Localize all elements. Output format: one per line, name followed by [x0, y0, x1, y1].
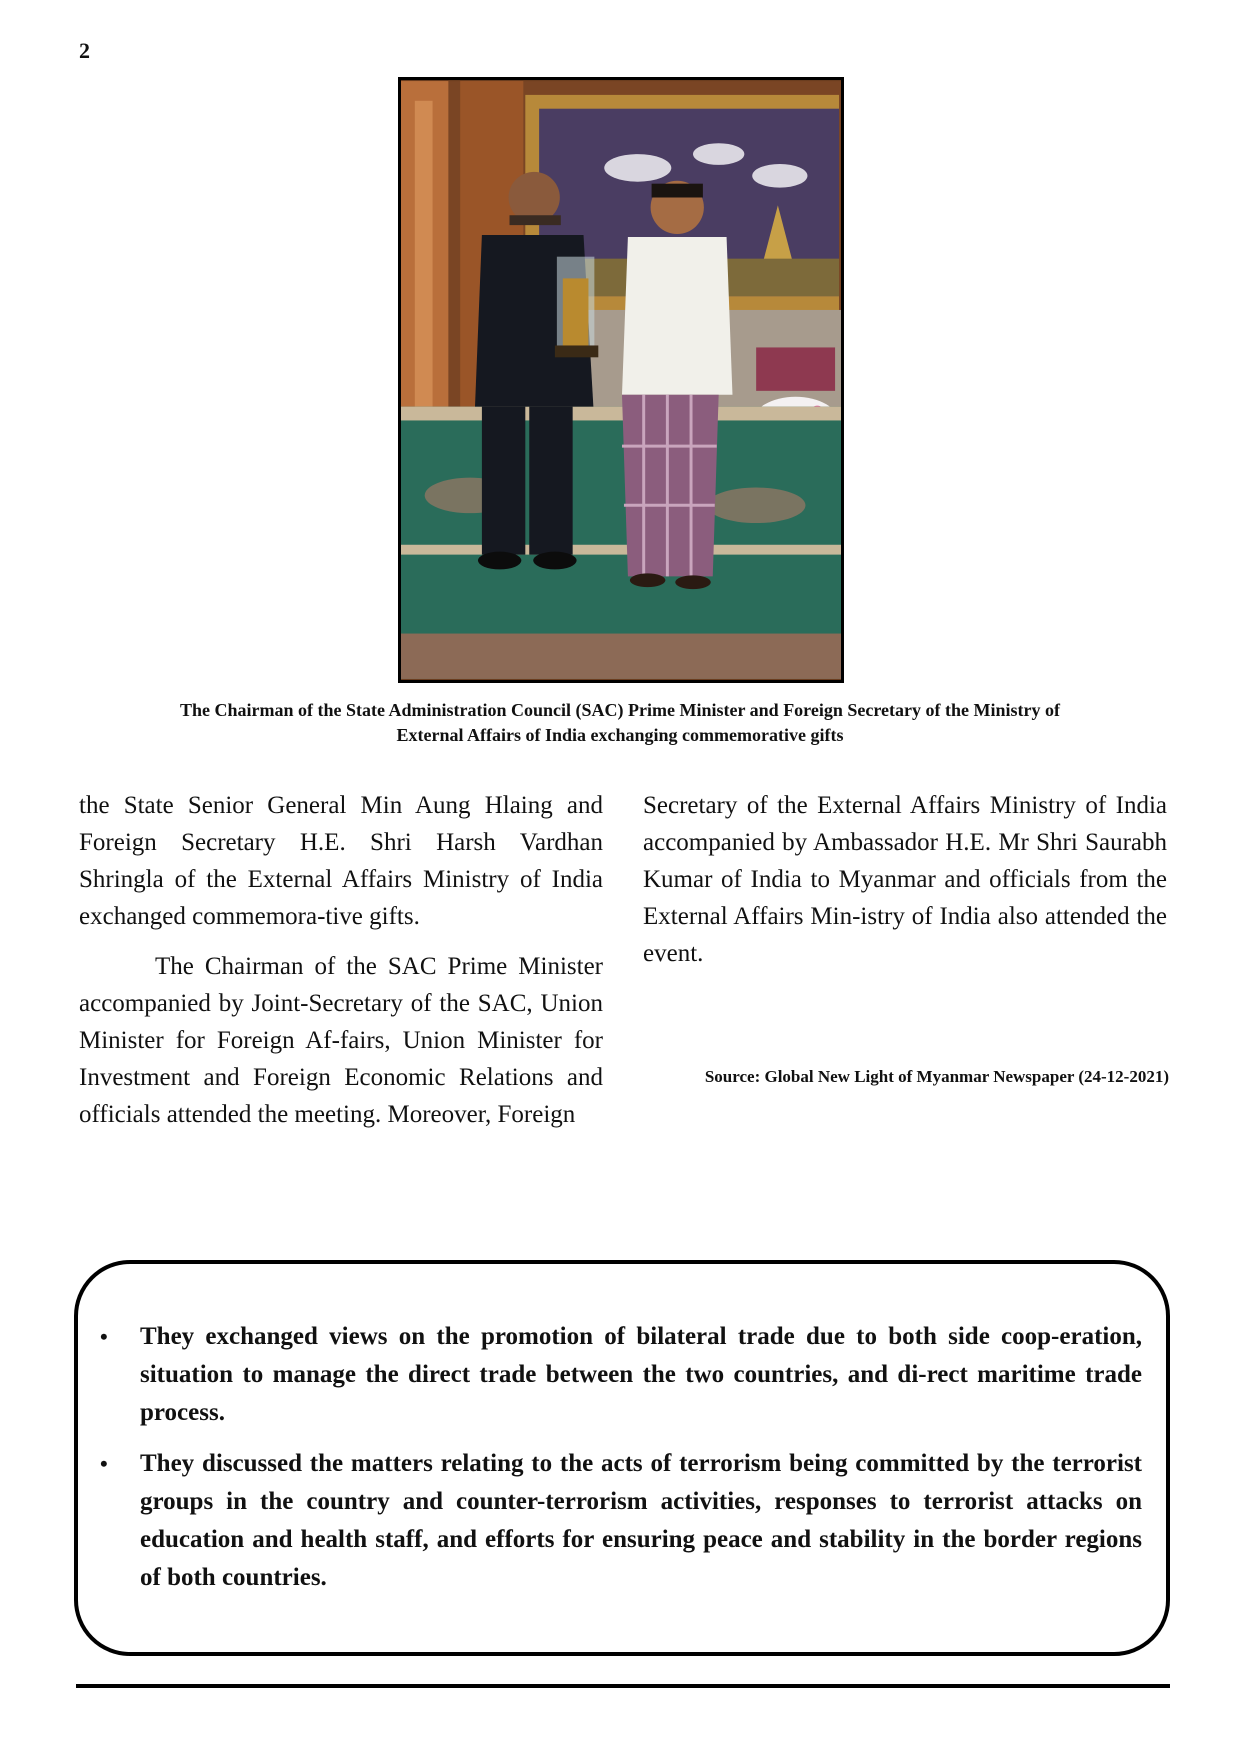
- photo-cloud-2: [693, 143, 744, 165]
- summary-item-text: They exchanged views on the promotion of bilateral trade due to both side coop-eration, situation to manage the direct trade between the two countries, and di-rect maritime trade process.: [140, 1323, 1142, 1426]
- summary-item: [98, 1445, 1142, 1597]
- photo-cushion: [756, 347, 835, 390]
- article-column-right: [643, 787, 1167, 972]
- photo-wood-highlight: [415, 101, 433, 407]
- page-number: 2: [79, 38, 90, 63]
- article-column-left: [79, 787, 603, 1133]
- photo-trophy: [563, 278, 589, 347]
- article-paragraph: Secretary of the External Affairs Ministry of India accompanied by Ambassador H.E. Mr Shri Saurabh Kumar of India to Myanmar and officials from the External Affairs Min-istry of India also attended the event.: [643, 792, 1167, 967]
- footer-divider: [76, 1684, 1170, 1688]
- source-citation: Source: Global New Light of Myanmar Newspaper (24-12-2021): [704, 1067, 1169, 1086]
- article-paragraph: The Chairman of the SAC Prime Minister accompanied by Joint-Secretary of the SAC, Union Minister for Foreign Af-fairs, Union Minister for Investment and Foreign Economic Relations and officials attended the meeting. Moreover, Foreign: [79, 953, 603, 1128]
- summary-item: [98, 1318, 1142, 1432]
- bullet-icon: •: [100, 1324, 108, 1349]
- caption-line-1: The Chairman of the State Administration Council (SAC) Prime Minister and Foreign Secretary of the Ministry of: [180, 700, 1060, 720]
- summary-box: [74, 1260, 1170, 1656]
- photo-cloud: [604, 154, 671, 182]
- article-paragraph: the State Senior General Min Aung Hlaing and Foreign Secretary H.E. Shri Harsh Vardhan Shringla of the External Affairs Ministry of India exchanged commemora-tive gifts.: [79, 792, 603, 930]
- photo-caption: [90, 698, 1150, 748]
- bullet-icon: •: [100, 1451, 108, 1476]
- photo-person-right-shirt: [622, 237, 732, 395]
- summary-item-text: They discussed the matters relating to the acts of terrorism being committed by the terrorist groups in the country and counter-terrorism activities, responses to terrorist attacks on education and health staff, and efforts for ensuring peace and stability in the border regions of both countries.: [140, 1450, 1142, 1591]
- photo-icon: [401, 80, 841, 680]
- photo-cloud-3: [752, 164, 807, 188]
- article-photo: [398, 77, 844, 683]
- photo-person-right-longyi: [622, 395, 719, 577]
- summary-list: [98, 1318, 1142, 1610]
- caption-line-2: External Affairs of India exchanging commemorative gifts: [396, 725, 844, 745]
